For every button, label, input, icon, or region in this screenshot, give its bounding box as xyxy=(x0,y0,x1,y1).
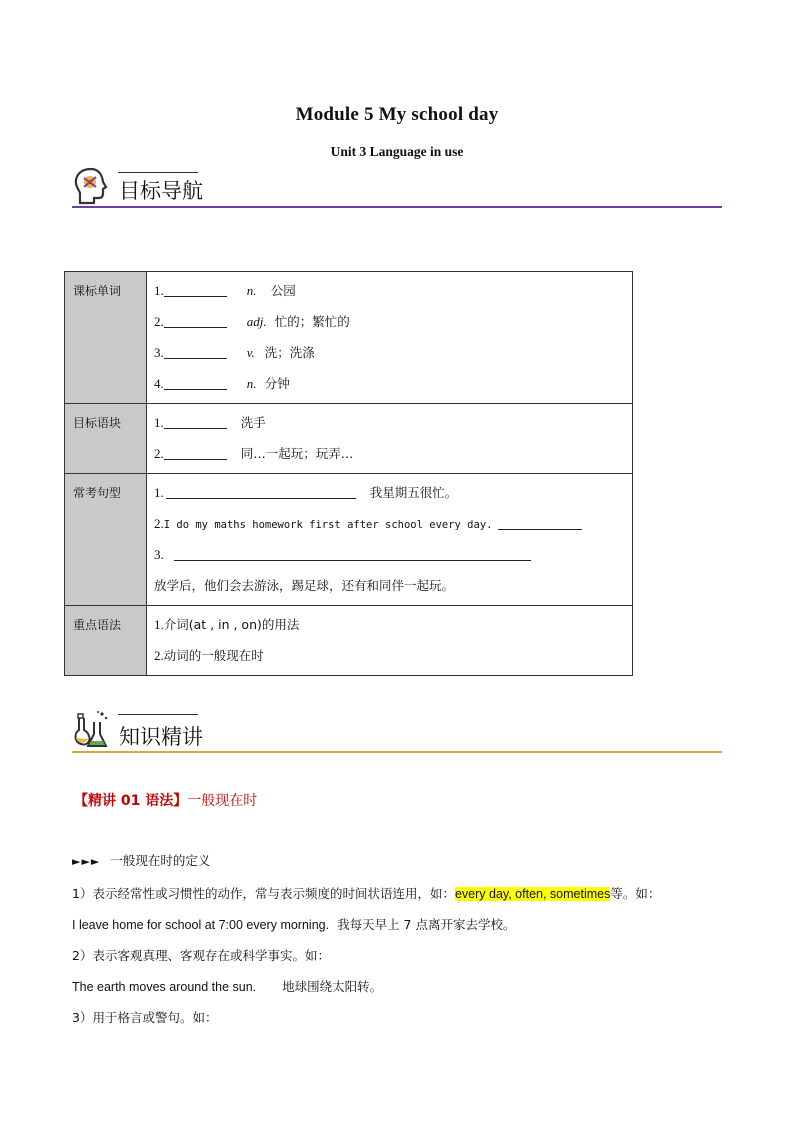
page-subtitle: Unit 3 Language in use xyxy=(330,144,464,159)
list-item: 1. n. 公园 xyxy=(154,283,296,298)
section-title-goals: 目标导航 xyxy=(119,179,203,203)
list-item: 3. xyxy=(154,539,624,570)
list-item: 1. 我星期五很忙。 xyxy=(154,485,458,500)
paragraph-1: 1）表示经常性或习惯性的动作，常与表示频度的时间状语连用，如：every day, often, sometimes等。如： xyxy=(72,886,661,901)
paragraph-2: I leave home for school at 7:00 every morning. 我每天早上 7 点离开家去学校。 xyxy=(72,917,516,932)
list-item: 放学后，他们会去游泳，踢足球，还有和同伴一起玩。 xyxy=(154,578,455,593)
paragraph-5: 3）用于格言或警句。如： xyxy=(72,1010,218,1025)
list-item: 2. adj. 忙的；繁忙的 xyxy=(154,314,350,329)
category-cell: 课标单词 xyxy=(65,272,147,404)
section-header-goals xyxy=(72,166,722,210)
goals-table xyxy=(64,271,633,676)
triple-arrow-icon: ►►► xyxy=(72,855,101,868)
lecture-title: 【精讲 01 语法】一般现在时 xyxy=(74,793,258,809)
category-cell: 重点语法 xyxy=(65,606,147,676)
paragraph-4: The earth moves around the sun. 地球围绕太阳转。 xyxy=(72,979,383,994)
table-row xyxy=(65,404,633,474)
list-item: 1. 洗手 xyxy=(154,415,266,430)
brain-head-icon xyxy=(72,166,110,210)
list-item: 4. n. 分钟 xyxy=(154,376,290,391)
subheading: ►►► 一般现在时的定义 xyxy=(72,853,211,868)
section-header-knowledge xyxy=(72,708,722,754)
table-row xyxy=(65,474,633,606)
category-cell: 目标语块 xyxy=(65,404,147,474)
page-title: Module 5 My school day xyxy=(295,104,499,125)
highlighted-phrase: every day, often, sometimes xyxy=(454,887,611,901)
lab-flask-icon xyxy=(72,708,110,754)
list-item: 3. v. 洗；洗涤 xyxy=(154,345,315,360)
list-item: 2.动词的一般现在时 xyxy=(154,648,264,663)
list-item: 1.介词(at , in , on)的用法 xyxy=(154,617,300,632)
table-row xyxy=(65,606,633,676)
list-item: 2. 同…一起玩；玩弄… xyxy=(154,446,354,461)
paragraph-3: 2）表示客观真理、客观存在或科学事实。如： xyxy=(72,948,330,963)
section-title-knowledge: 知识精讲 xyxy=(119,725,203,749)
list-item: 2.I do my maths homework first after school every day. xyxy=(154,508,624,539)
category-cell: 常考句型 xyxy=(65,474,147,606)
table-row xyxy=(65,272,633,404)
